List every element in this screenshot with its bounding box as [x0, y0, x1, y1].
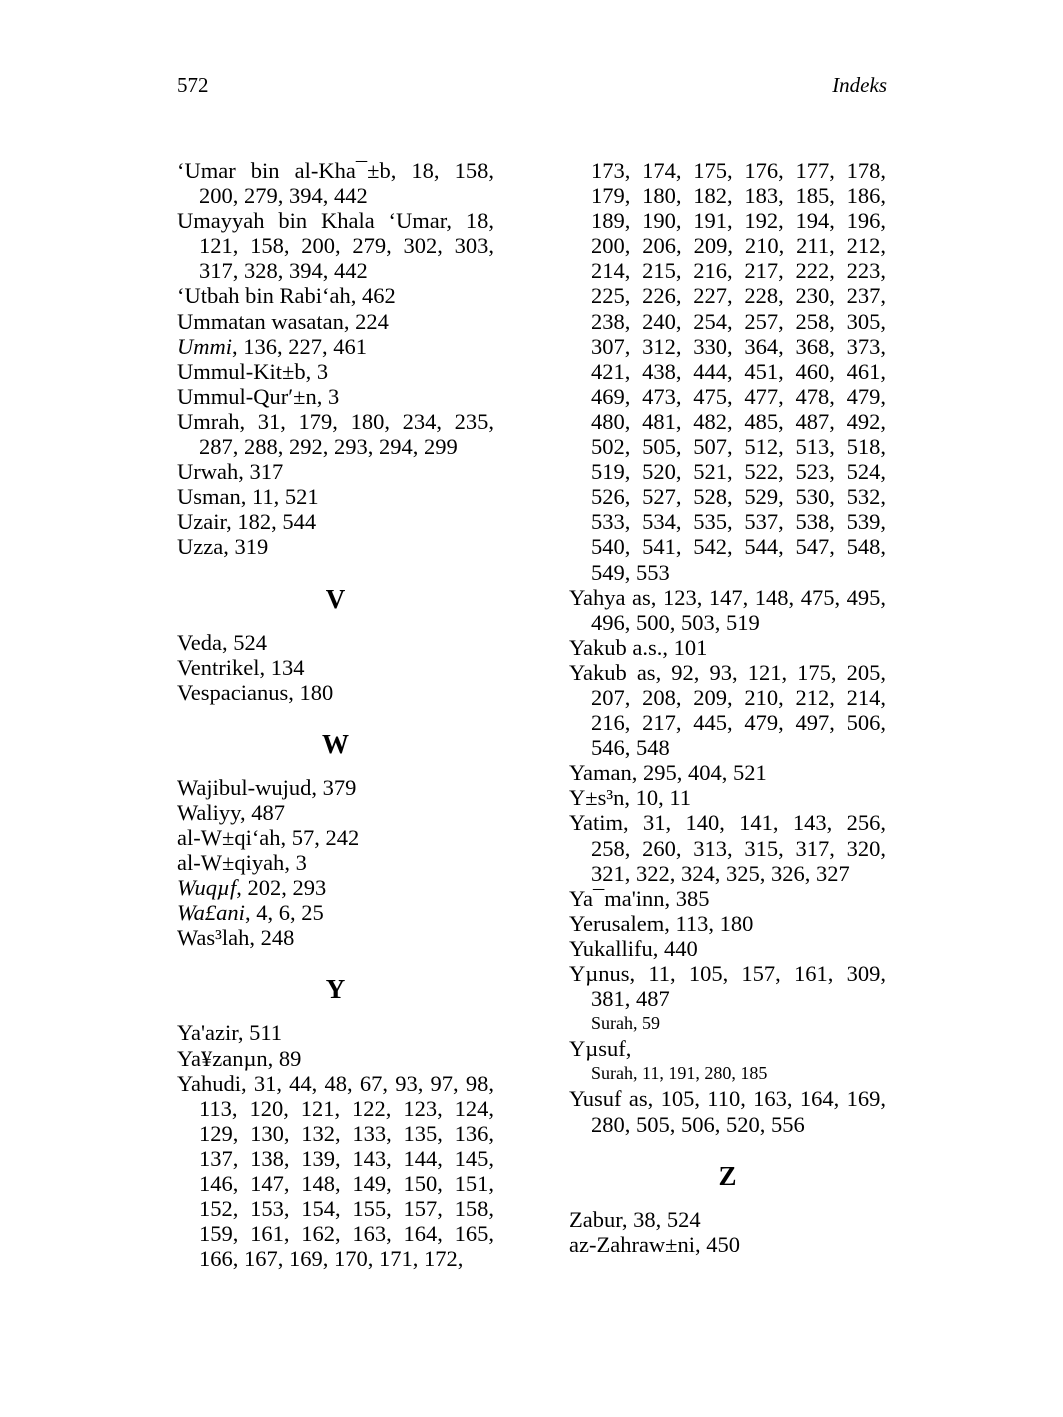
index-term: Ummul-Qur′±n	[177, 383, 317, 409]
page-references: , 182, 544	[226, 509, 317, 535]
index-entry	[177, 850, 494, 875]
index-entry	[177, 158, 494, 208]
index-entry	[177, 925, 494, 950]
index-term: Ummatan wasatan	[177, 308, 344, 334]
page-references: , 31, 179, 180, 234, 235, 287, 288, 292, 293, 294, 299	[199, 408, 494, 460]
page-references: , 31, 140, 141, 143, 256, 258, 260, 313, 315, 317, 320, 321, 322, 324, 325, 326, 327	[591, 810, 886, 886]
index-term: Wa£ani	[177, 900, 245, 926]
index-entry	[177, 534, 494, 559]
index-entry	[569, 585, 886, 635]
index-entry	[177, 775, 494, 800]
page-references: , 440	[652, 935, 698, 961]
index-entry	[569, 961, 886, 1011]
page-references: , 31, 44, 48, 67, 93, 97, 98, 113, 120, 121, 122, 123, 124, 129, 130, 132, 133, 135, 136, 137, 138, 139, 143, 144, 145, 146, 147, 148, 149, 150, 151, 152, 153, 154, 155, 157, 158, 159, 161, 162, 163, 164, 165, 166, 167, 169, 170, 171, 172,	[199, 1070, 494, 1272]
page-references: , 101	[662, 634, 708, 660]
index-term: Ventrikel	[177, 654, 260, 680]
index-entry	[177, 630, 494, 655]
index-entry	[569, 1086, 886, 1136]
index-entry	[177, 680, 494, 705]
index-term: Umayyah bin Khala ‘Umar	[177, 208, 447, 234]
index-entry	[569, 1207, 886, 1232]
index-entry	[177, 359, 494, 384]
index-term: Yerusalem	[569, 910, 665, 936]
index-entry	[177, 283, 494, 308]
index-subentry: Surah, 59	[591, 1013, 660, 1034]
page-references: , 136, 227, 461	[232, 333, 367, 359]
page-references: , 180	[288, 679, 334, 705]
section-letter-w: W	[322, 728, 349, 759]
page-references: , 524	[221, 629, 267, 655]
index-entry	[177, 800, 494, 825]
index-entry	[569, 810, 886, 885]
index-entry	[569, 911, 886, 936]
index-entry	[177, 384, 494, 409]
index-entry	[177, 875, 494, 900]
page-references: , 11, 105, 157, 161, 309, 381, 487	[591, 961, 886, 1012]
index-entry	[569, 936, 886, 961]
page-references: , 462	[350, 283, 396, 309]
index-term: al-W±qi‘ah	[177, 824, 281, 850]
page-number: 572	[177, 73, 209, 97]
index-entry	[177, 655, 494, 680]
index-term: Yusuf as	[569, 1086, 648, 1112]
page-references: , 18, 158, 200, 279, 394, 442	[199, 158, 494, 209]
index-term: Uzza	[177, 534, 224, 560]
index-term: Ya¯ma'inn	[569, 885, 665, 911]
index-term: Wajibul-wujud	[177, 774, 312, 800]
index-subentry: Surah, 11, 191, 280, 185	[591, 1063, 768, 1084]
index-entry	[177, 1020, 494, 1045]
page-references: , 92, 93, 121, 175, 205, 207, 208, 209, 210, 212, 214, 216, 217, 445, 479, 497, 506, 546, 548	[591, 659, 886, 761]
index-entry	[569, 635, 886, 660]
index-term: Yahudi	[177, 1070, 241, 1096]
index-term: Ya'azir	[177, 1020, 238, 1046]
index-entry	[569, 660, 886, 760]
index-entry	[177, 334, 494, 359]
page-references: , 11, 521	[240, 484, 319, 510]
index-entry	[177, 208, 494, 283]
index-entry-continuation: 173, 174, 175, 176, 177, 178, 179, 180, 182, 183, 185, 186, 189, 190, 191, 192, 194, 196, 200, 206, 209, 210, 211, 212, 214, 215, 216, 217, 222, 223, 225, 226, 227, 228, 230, 237, 238, 240, 254, 257, 258, 305, 307, 312, 330, 364, 368, 373, 421, 438, 444, 451, 460, 461, 469, 473, 475, 477, 478, 479, 480, 481, 482, 485, 487, 492, 502, 505, 507, 512, 513, 518, 519, 520, 521, 522, 523, 524, 526, 527, 528, 529, 530, 532, 533, 534, 535, 537, 538, 539, 540, 541, 542, 544, 547, 548, 549, 553	[591, 158, 886, 585]
index-term: Vespacianus	[177, 679, 289, 705]
index-entry	[177, 1046, 494, 1071]
page-references: , 3	[284, 850, 307, 876]
index-entry	[177, 459, 494, 484]
page-references: , 105, 110, 163, 164, 169, 280, 505, 506, 520, 556	[591, 1086, 886, 1137]
page-references: , 3	[305, 358, 329, 384]
page-references: , 248	[249, 925, 295, 951]
page-references: , 89	[267, 1045, 302, 1071]
page-references: ,	[625, 1036, 632, 1062]
page-references: , 319	[223, 534, 269, 560]
page-references: , 3	[316, 383, 340, 409]
index-term: Veda	[177, 629, 222, 655]
index-term: Yµnus	[569, 961, 630, 986]
index-term: Yakub a.s.	[569, 634, 663, 660]
index-entry	[177, 309, 494, 334]
index-term: al-W±qiyah	[177, 850, 285, 876]
index-term: Y±s³n	[569, 785, 625, 811]
index-entry	[569, 760, 886, 785]
page-references: , 295, 404, 521	[631, 760, 767, 786]
index-entry	[177, 825, 494, 850]
page-references: , 38, 524	[621, 1206, 701, 1232]
page-references: , 57, 242	[280, 824, 360, 850]
index-entry	[569, 785, 886, 810]
index-entry	[569, 1232, 886, 1257]
index-entry	[569, 1036, 886, 1061]
index-term: Waliyy	[177, 799, 240, 825]
index-term: Yakub as	[569, 659, 656, 685]
index-term: Umrah	[177, 408, 240, 434]
page-references: , 202, 293	[236, 875, 327, 901]
page-references: , 4, 6, 25	[244, 900, 324, 926]
index-term: Usman	[177, 484, 241, 510]
page-references: , 113, 180	[664, 910, 754, 936]
section-letter-z: Z	[718, 1160, 737, 1191]
index-entry	[177, 1071, 494, 1272]
index-term: Yatim	[569, 810, 623, 836]
index-term: Yukallifu	[569, 935, 653, 961]
index-term: az-Zahraw±ni	[569, 1231, 696, 1257]
index-term: Zabur	[569, 1206, 622, 1232]
page-references: , 10, 11	[624, 785, 692, 811]
index-column-right	[569, 158, 886, 1257]
section-letter-y: Y	[325, 974, 346, 1005]
page-references: , 379	[311, 774, 357, 800]
index-entry	[569, 886, 886, 911]
index-column-left	[177, 158, 494, 1271]
index-term: Yµsuf	[569, 1036, 626, 1062]
page-references: , 511	[237, 1020, 283, 1046]
page-references: , 18, 121, 158, 200, 279, 302, 303, 317, 328, 394, 442	[199, 208, 494, 284]
index-term: Urwah	[177, 459, 239, 485]
index-entry	[177, 900, 494, 925]
index-entry	[177, 484, 494, 509]
index-entry	[177, 509, 494, 534]
index-term: ‘Utbah bin Rabi‘ah	[177, 283, 351, 309]
index-term: Ummi	[177, 333, 232, 359]
running-title: Indeks	[832, 73, 887, 97]
section-letter-v: V	[325, 583, 346, 614]
page-references: , 385	[664, 885, 710, 911]
index-term: Uzair	[177, 509, 227, 535]
page-references: , 123, 147, 148, 475, 495, 496, 500, 503, 519	[591, 584, 886, 635]
page-references: , 224	[343, 308, 389, 334]
index-term: Yaman	[569, 760, 632, 786]
page-references: , 487	[239, 799, 285, 825]
index-term: ‘Umar bin al-Kha¯±b	[177, 158, 391, 183]
page-references: , 450	[695, 1231, 741, 1257]
index-term: Ummul-Kit±b	[177, 358, 306, 384]
index-term: Wuqµf	[177, 875, 237, 901]
index-entry	[177, 409, 494, 459]
index-term: Yahya as	[569, 584, 651, 610]
index-term: Ya¥zanµn	[177, 1045, 268, 1071]
page-references: , 317	[238, 459, 284, 485]
page-references: , 134	[259, 654, 305, 680]
index-term: Was³lah	[177, 925, 250, 951]
